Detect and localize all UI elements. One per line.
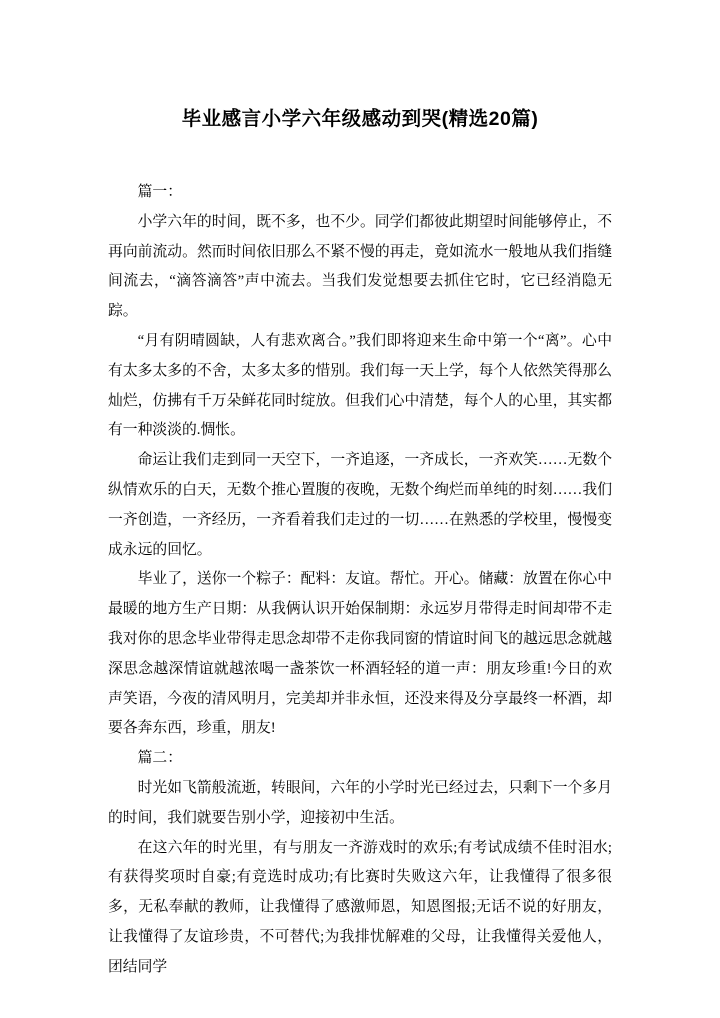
paragraph: 命运让我们走到同一天空下，一齐追逐，一齐成长，一齐欢笑……无数个纵情欢乐的白天，无数个推心置腹的夜晚，无数个绚烂而单纯的时刻……我们一齐创造，一齐经历，一齐看着我们走过的一切……在熟悉的学校里，慢慢变成永远的回忆。 xyxy=(108,452,612,558)
paragraph: “月有阴晴圆缺，人有悲欢离合。”我们即将迎来生命中第一个“离”。心中有太多太多的不舍，太多太多的惜别。我们每一天上学，每个人依然笑得那么灿烂，仿拂有千万朵鲜花同时绽放。但我们心中清楚，每个人的心里，其实都有一种淡淡的.惆怅。 xyxy=(108,332,612,439)
document-title: 毕业感言小学六年级感动到哭(精选20篇) xyxy=(181,108,539,130)
paragraph: 毕业了，送你一个粽子：配料：友谊。帮忙。开心。储藏：放置在你心中最暖的地方生产日期：从我俩认识开始保制期：永远岁月带得走时间却带不走我对你的思念毕业带得走思念却带不走你我同窗的情谊时间飞的越远思念就越深思念越深情谊就越浓喝一盏茶饮一杯酒轻轻的道一声：朋友珍重!今日的欢声笑语，今夜的清风明月，完美却并非永恒，还没来得及分享最终一杯酒，却要各奔东西，珍重，朋友! xyxy=(108,571,612,737)
paragraph: 在这六年的时光里，有与朋友一齐游戏时的欢乐;有考试成绩不佳时泪水;有获得奖项时自豪;有竞选时成功;有比赛时失败这六年，让我懂得了很多很多，无私奉献的教师，让我懂得了感激师恩，知恩图报;无话不说的好朋友，让我懂得了友谊珍贵，不可替代;为我排忧解难的父母，让我懂得关爱他人，团结同学 xyxy=(108,839,612,975)
document-body xyxy=(108,178,612,983)
paragraph: 篇二： xyxy=(137,750,182,767)
paragraph: 时光如飞箭般流逝，转眼间，六年的小学时光已经过去，只剩下一个多月的时间，我们就要告别小学，迎接初中生活。 xyxy=(108,779,612,826)
paragraph: 小学六年的时间，既不多，也不少。同学们都彼此期望时间能够停止，不再向前流动。然而时间依旧那么不紧不慢的再走，竟如流水一般地从我们指缝间流去，“滴答滴答”声中流去。当我们发觉想要去抓住它时，它已经消隐无踪。 xyxy=(108,213,612,320)
paragraph: 篇一： xyxy=(137,184,182,200)
